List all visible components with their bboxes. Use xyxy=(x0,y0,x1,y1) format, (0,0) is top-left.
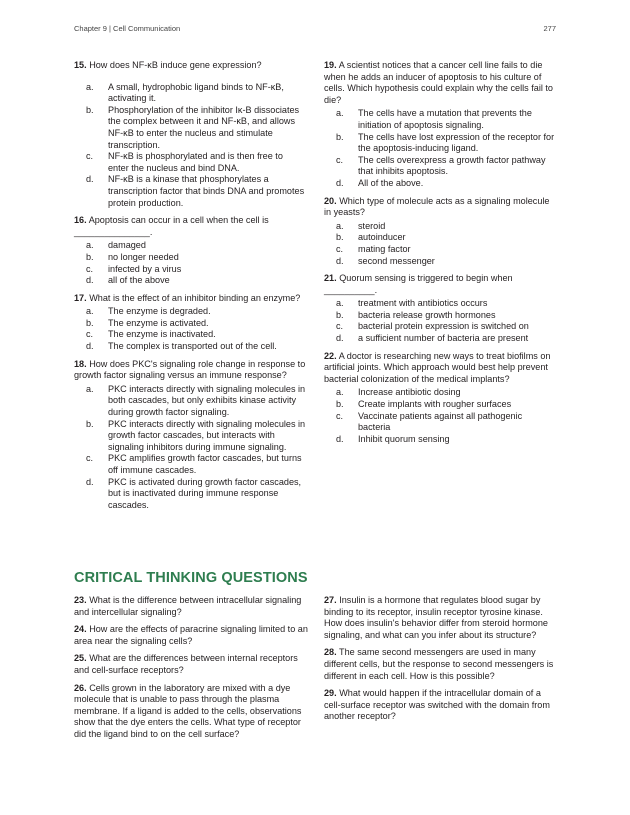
critical-question-27 xyxy=(324,595,558,641)
answer-option xyxy=(74,151,306,174)
option-letter: c. xyxy=(86,263,94,274)
option-letter: d. xyxy=(86,341,94,352)
option-text: The cells have lost expression of the receptor for the apoptosis-inducing ligand. xyxy=(358,131,555,154)
answer-option xyxy=(74,82,306,105)
answer-options xyxy=(74,306,306,352)
critical-question-29 xyxy=(324,688,558,723)
question-number: 17. xyxy=(74,292,87,303)
option-text: A small, hydrophobic ligand binds to NF-κB, activating it. xyxy=(108,81,284,104)
answer-option xyxy=(74,477,306,512)
answer-option xyxy=(74,105,306,151)
question-text: A scientist notices that a cancer cell line fails to die when he adds an inducer of apoptosis to his culture of cells. Which hypothesis could explain why the cells fail to die? xyxy=(324,60,553,105)
answer-option xyxy=(324,411,556,434)
answer-option xyxy=(74,318,306,330)
option-text: Increase antibiotic dosing xyxy=(358,387,461,398)
question-text: Which type of molecule acts as a signaling molecule in yeasts? xyxy=(324,195,550,218)
option-letter: c. xyxy=(336,243,344,254)
option-letter: d. xyxy=(336,433,344,444)
question-number: 23. xyxy=(74,595,87,605)
answer-options xyxy=(74,82,306,210)
option-text: The cells overexpress a growth factor pathway that inhibits apoptosis. xyxy=(358,154,546,177)
option-text: autoinducer xyxy=(358,232,406,243)
question-text: Quorum sensing is triggered to begin when __________. xyxy=(324,273,513,295)
question-text: Cells grown in the laboratory are mixed with a dye molecule that is unable to pass through the plasma membrane. If a ligand is added to the cells, observations show that the dye enters the cells. What type of receptor did the ligand bind to on the cell surface? xyxy=(74,682,302,739)
option-letter: c. xyxy=(86,453,94,464)
section-title: CRITICAL THINKING QUESTIONS xyxy=(74,570,308,586)
question-text: Apoptosis can occur in a cell when the cell is _______________. xyxy=(74,215,269,237)
question-number: 27. xyxy=(324,595,337,605)
question-18 xyxy=(74,359,306,512)
question-stem xyxy=(324,60,556,106)
option-letter: d. xyxy=(336,333,344,344)
option-text: PKC is activated during growth factor cascades, but is inactivated during immune response cascades. xyxy=(108,476,302,510)
question-number: 18. xyxy=(74,358,87,369)
question-number: 16. xyxy=(74,215,87,226)
option-letter: c. xyxy=(336,154,344,165)
question-stem xyxy=(324,196,556,219)
answer-option xyxy=(324,298,556,310)
answer-option xyxy=(324,310,556,322)
option-text: bacterial protein expression is switched on xyxy=(358,321,529,332)
option-letter: b. xyxy=(86,251,94,262)
review-questions-right-column xyxy=(324,60,556,451)
option-text: PKC interacts directly with signaling molecules in growth factor cascades, but interacts with signaling inhibitors during immune signaling. xyxy=(108,418,306,452)
answer-option xyxy=(324,155,556,178)
answer-option xyxy=(324,333,556,345)
question-stem xyxy=(74,293,306,305)
option-text: PKC interacts directly with signaling molecules in both cascades, but only exhibits kinase activity during growth factor signaling. xyxy=(108,383,306,418)
question-22 xyxy=(324,351,556,446)
question-16 xyxy=(74,215,306,287)
answer-option xyxy=(324,132,556,155)
option-text: The enzyme is degraded. xyxy=(108,306,211,317)
question-stem xyxy=(74,359,306,382)
option-letter: a. xyxy=(336,108,344,119)
question-text: The same second messengers are used in many different cells, but the response to second messengers is different in each cell. How is this possible? xyxy=(324,647,554,681)
answer-option xyxy=(74,329,306,341)
question-17 xyxy=(74,293,306,353)
critical-question-26 xyxy=(74,683,308,741)
critical-question-24 xyxy=(74,624,308,647)
option-letter: b. xyxy=(86,317,94,328)
option-text: damaged xyxy=(108,240,146,251)
review-questions-left-column xyxy=(74,60,306,517)
question-stem xyxy=(74,60,306,72)
option-text: no longer needed xyxy=(108,251,179,262)
question-text: How are the effects of paracrine signaling limited to an area near the signaling cells? xyxy=(74,624,308,646)
question-text: How does PKC's signaling role change in response to growth factor signaling versus an immune response? xyxy=(74,358,306,381)
option-letter: a. xyxy=(336,298,344,309)
question-text: What are the differences between internal receptors and cell-surface receptors? xyxy=(74,653,298,675)
option-text: bacteria release growth hormones xyxy=(358,309,496,320)
option-text: Inhibit quorum sensing xyxy=(358,433,450,444)
answer-option xyxy=(74,174,306,209)
chapter-title: Chapter 9 | Cell Communication xyxy=(74,24,181,33)
critical-thinking-right-column xyxy=(324,595,558,729)
answer-option xyxy=(324,399,556,411)
page-number: 277 xyxy=(543,24,556,33)
answer-option xyxy=(324,178,556,190)
option-letter: b. xyxy=(336,232,344,243)
option-text: second messenger xyxy=(358,255,435,266)
option-letter: c. xyxy=(86,151,94,162)
question-number: 22. xyxy=(324,350,337,361)
answer-option xyxy=(74,306,306,318)
option-text: The enzyme is inactivated. xyxy=(108,329,216,340)
option-letter: c. xyxy=(336,321,344,332)
critical-question-28 xyxy=(324,647,558,682)
question-text: What is the effect of an inhibitor binding an enzyme? xyxy=(89,292,301,303)
question-text: How does NF-κB induce gene expression? xyxy=(89,60,262,70)
option-letter: a. xyxy=(86,306,94,317)
answer-option xyxy=(74,384,306,419)
question-stem xyxy=(74,215,306,238)
option-letter: b. xyxy=(336,399,344,410)
question-number: 26. xyxy=(74,682,87,693)
question-text: A doctor is researching new ways to treat biofilms on artificial joints. Which approach would best help prevent bacterial colonization of the medical implants? xyxy=(324,350,551,384)
option-letter: d. xyxy=(86,174,94,185)
option-text: a sufficient number of bacteria are present xyxy=(358,333,529,344)
answer-option xyxy=(74,275,306,287)
option-text: Create implants with rougher surfaces xyxy=(358,399,512,410)
question-number: 19. xyxy=(324,60,337,70)
question-number: 24. xyxy=(74,624,87,635)
option-letter: c. xyxy=(86,329,94,340)
option-letter: b. xyxy=(336,309,344,320)
option-letter: a. xyxy=(86,383,94,394)
question-number: 25. xyxy=(74,653,87,664)
critical-thinking-left-column xyxy=(74,595,308,747)
answer-option xyxy=(74,252,306,264)
option-text: The complex is transported out of the cell. xyxy=(108,341,277,352)
answer-option xyxy=(324,108,556,131)
question-number: 20. xyxy=(324,195,337,206)
option-letter: d. xyxy=(86,476,94,487)
question-number: 29. xyxy=(324,688,337,699)
option-text: Vaccinate patients against all pathogenic bacteria xyxy=(358,410,523,433)
answer-option xyxy=(324,256,556,268)
answer-options xyxy=(324,298,556,344)
answer-option xyxy=(74,453,306,476)
option-text: Phosphorylation of the inhibitor Iκ-B dissociates the complex between it and NF-κB, and allows NF-κB to enter the nucleus and stimulate transcription. xyxy=(108,104,300,150)
option-text: The cells have a mutation that prevents the initiation of apoptosis signaling. xyxy=(358,108,532,130)
answer-options xyxy=(324,108,556,189)
answer-option xyxy=(324,244,556,256)
question-stem xyxy=(324,273,556,296)
answer-options xyxy=(324,387,556,445)
option-text: NF-κB is a kinase that phosphorylates a transcription factor that binds DNA and promotes protein production. xyxy=(108,174,305,208)
answer-option xyxy=(324,434,556,446)
option-text: all of the above xyxy=(108,275,170,286)
question-text: What is the difference between intracellular signaling and intercellular signaling? xyxy=(74,595,302,617)
question-number: 28. xyxy=(324,647,337,658)
option-letter: a. xyxy=(86,240,94,251)
option-text: infected by a virus xyxy=(108,263,182,274)
question-stem xyxy=(324,351,556,386)
answer-options xyxy=(324,221,556,267)
option-letter: b. xyxy=(86,418,94,429)
answer-option xyxy=(324,321,556,333)
option-letter: d. xyxy=(86,275,94,286)
option-text: All of the above. xyxy=(358,177,424,188)
option-letter: d. xyxy=(336,255,344,266)
option-letter: c. xyxy=(336,410,344,421)
option-text: treatment with antibiotics occurs xyxy=(358,298,488,309)
option-text: The enzyme is activated. xyxy=(108,317,209,328)
critical-question-25 xyxy=(74,653,308,676)
option-text: PKC amplifies growth factor cascades, but turns off immune cascades. xyxy=(108,453,302,475)
answer-option xyxy=(74,341,306,353)
critical-question-23 xyxy=(74,595,308,618)
answer-options xyxy=(74,384,306,512)
answer-option xyxy=(74,240,306,252)
answer-options xyxy=(74,240,306,286)
answer-option xyxy=(324,232,556,244)
option-text: steroid xyxy=(358,220,386,231)
question-19 xyxy=(324,60,556,190)
question-text: Insulin is a hormone that regulates blood sugar by binding to its receptor, insulin receptor tyrosine kinase. How does insulin's behavior differ from steroid hormone signaling, and what can you infer about its structure? xyxy=(324,595,548,640)
option-text: mating factor xyxy=(358,243,411,254)
question-text: What would happen if the intracellular domain of a cell-surface receptor was switched with the domain from another receptor? xyxy=(324,688,550,722)
question-15 xyxy=(74,60,306,209)
option-letter: b. xyxy=(86,104,94,115)
answer-option xyxy=(324,221,556,233)
answer-option xyxy=(74,264,306,276)
question-number: 15. xyxy=(74,60,87,70)
question-21 xyxy=(324,273,556,345)
option-letter: b. xyxy=(336,131,344,142)
question-20 xyxy=(324,196,556,268)
answer-option xyxy=(324,387,556,399)
option-letter: a. xyxy=(86,81,94,92)
option-letter: a. xyxy=(336,387,344,398)
answer-option xyxy=(74,419,306,454)
question-number: 21. xyxy=(324,273,337,284)
option-letter: d. xyxy=(336,177,344,188)
option-text: NF-κB is phosphorylated and is then free to enter the nucleus and bind DNA. xyxy=(108,151,283,173)
page-header xyxy=(74,24,556,38)
option-letter: a. xyxy=(336,220,344,231)
